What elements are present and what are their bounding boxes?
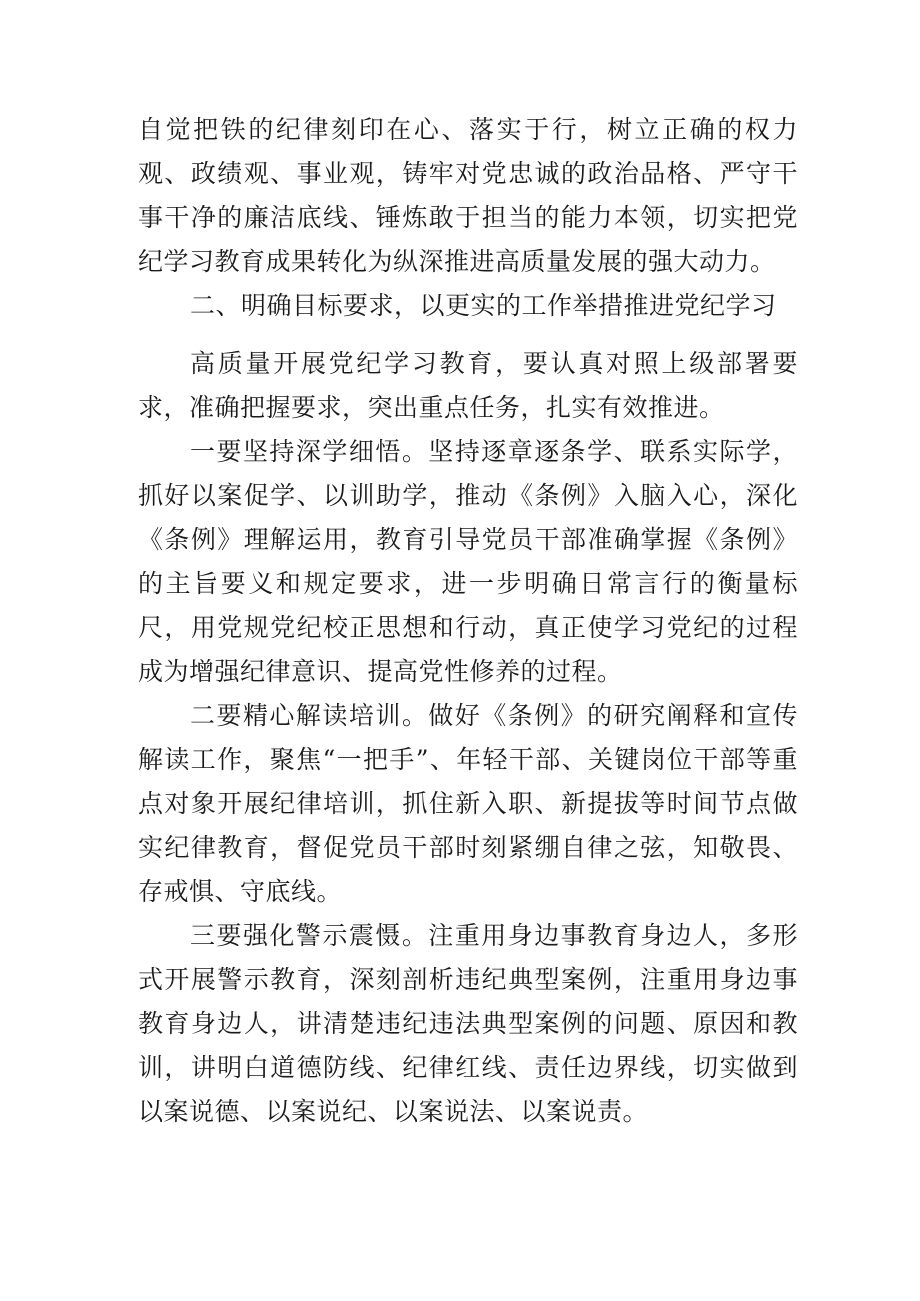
paragraph-point-three: 三要强化警示震慑。注重用身边事教育身边人，多形式开展警示教育，深刻剖析违纪典型案例，注重用身边事教育身边人，讲清楚违纪违法典型案例的问题、原因和教训，讲明白道德防线、纪律红线、责任边界线，切实做到以案说德、以案说纪、以案说法、以案说责。 — [138, 921, 798, 1126]
heading-spacer — [138, 328, 798, 342]
paragraph-intro: 高质量开展党纪学习教育，要认真对照上级部署要求，准确把握要求，突出重点任务，扎实有效推进。 — [138, 349, 798, 422]
paragraph-point-one: 一要坚持深学细悟。坚持逐章逐条学、联系实际学，抓好以案促学、以训助学，推动《条例》入脑入心，深化《条例》理解运用，教育引导党员干部准确掌握《条例》的主旨要义和规定要求，进一步明确日常言行的衡量标尺，用党规党纪校正思想和行动，真正使学习党纪的过程成为增强纪律意识、提高党性修养的过程。 — [138, 437, 798, 686]
document-page — [138, 108, 798, 1134]
paragraph-continuation: 自觉把铁的纪律刻印在心、落实于行，树立正确的权力观、政绩观、事业观，铸牢对党忠诚的政治品格、严守干事干净的廉洁底线、锤炼敢于担当的能力本领，切实把党纪学习教育成果转化为纵深推进高质量发展的强大动力。 — [138, 115, 798, 276]
paragraph-point-two: 二要精心解读培训。做好《条例》的研究阐释和宣传解读工作，聚焦“一把手”、年轻干部、关键岗位干部等重点对象开展纪律培训，抓住新入职、新提拔等时间节点做实纪律教育，督促党员干部时刻紧绷自律之弦，知敬畏、存戒惧、守底线。 — [138, 701, 798, 906]
section-heading: 二、明确目标要求，以更实的工作举措推进党纪学习 — [190, 291, 777, 320]
